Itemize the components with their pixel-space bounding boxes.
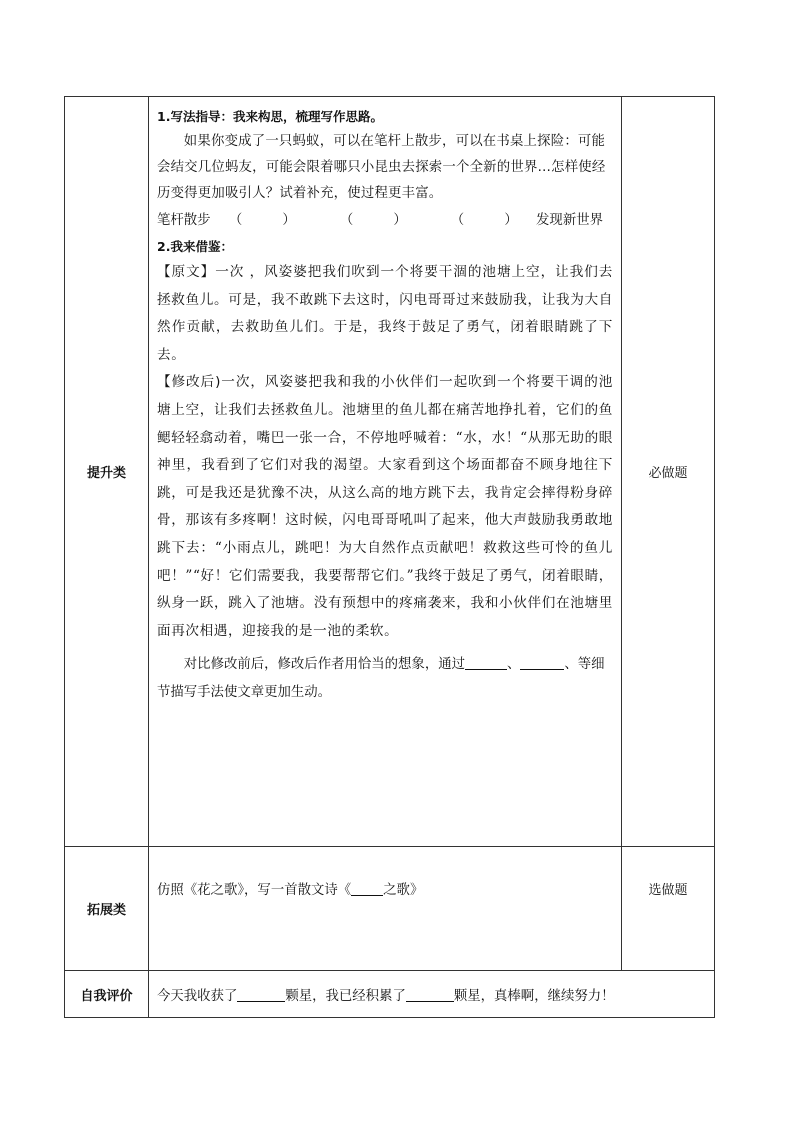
revised-text: 一次，风姿婆把我和我的小伙伴们一起吹到一个将要干调的池塘上空，让我们去拯救鱼儿。池塘里的鱼儿都在痛苦地挣扎着，它们的鱼鳃轻轻翕动着，嘴巴一张一合，不停地呼喊着：“水，水！“从那无助的眼神里，我看到了它们对我的渴望。大家看到这个场面都奋不顾身地往下跳，可是我还是犹豫不决，从这么高的地方跳下去，我肯定会摔得粉身碎骨，那该有多疼啊！这时候，闪电哥哥吼叫了起来，他大声鼓励我勇敢地跳下去：“小雨点儿，跳吧！为大自然作点贡献吧！救救这些可怜的鱼儿吧！”“好！它们需要我，我要帮帮它们。”我终于鼓足了勇气，闭着眼睛，纵身一跃，跳入了池塘。没有预想中的疼痛袭来，我和小伙伴们在池塘里面再次相遇，迎接我的是一池的柔软。 <box>157 374 613 639</box>
stars-today-blank[interactable] <box>237 987 285 1002</box>
revised-tag: 【修改后) <box>157 374 221 391</box>
flow-box-2[interactable]: （ ） <box>339 213 407 228</box>
row-improvement <box>65 97 715 847</box>
stars-total-blank[interactable] <box>406 987 454 1002</box>
extension-content <box>149 847 622 971</box>
assignment-table <box>64 96 715 1018</box>
type-required: 必做题 <box>622 97 715 847</box>
section1-paragraph: 如果你变成了一只蚂蚁，可以在笔杆上散步，可以在书桌上探险：可能会结交几位蚂友，可能会限着哪只小昆虫去探索一个全新的世界…怎样使经历变得更加吸引人？试着补充，使过程更丰富。 <box>157 134 606 201</box>
flow-start: 笔杆散步 <box>157 213 211 228</box>
poem-title-blank[interactable] <box>351 881 383 896</box>
story-flow <box>157 207 613 235</box>
original-passage <box>157 259 613 369</box>
category-self-evaluation: 自我评价 <box>65 971 149 1018</box>
type-optional <box>622 847 715 971</box>
summary-text-1: 对比修改前后，修改后作者用恰当的想象，通过 <box>183 657 465 673</box>
extension-text-1: 仿照《花之歌》，写一首散文诗《 <box>157 882 352 898</box>
improvement-content <box>149 97 622 847</box>
summary-separator-2: 、 <box>564 657 578 673</box>
flow-box-1[interactable]: （ ） <box>228 213 296 228</box>
summary-question <box>157 651 613 707</box>
section1-heading: 1.写法指导：我来构思，梳理写作思路。 <box>157 109 383 124</box>
answer-blank-1[interactable] <box>465 655 507 670</box>
summary-separator-1: 、 <box>507 657 521 673</box>
eval-text-1: 今天我收获了 <box>157 988 238 1004</box>
extension-prompt <box>157 879 613 898</box>
category-improvement: 提升类 <box>65 97 149 847</box>
eval-text-3: 颗星，真棒啊，继续努力！ <box>453 988 615 1004</box>
flow-end: 发现新世界 <box>536 213 603 228</box>
revised-passage <box>157 369 613 645</box>
flow-boxes <box>229 207 518 235</box>
section2-heading: 2.我来借鉴： <box>157 239 233 254</box>
extension-text-2: 之歌》 <box>383 882 424 898</box>
original-text: 一次 ，风姿婆把我们吹到一个将要干涸的池塘上空，让我们去拯救鱼儿。可是，我不敢跳下去这时，闪电哥哥过来鼓励我，让我为大自然作贡献，去救助鱼儿们。于是，我终于鼓足了勇气，闭着眼睛跳了下去。 <box>157 264 613 363</box>
original-tag: 【原文】 <box>157 264 216 280</box>
summary-text-2: 等细节描写手法使文章更加生动。 <box>157 657 605 701</box>
self-evaluation-content <box>149 971 715 1018</box>
row-extension <box>65 847 715 971</box>
flow-box-3[interactable]: （ ） <box>450 213 518 228</box>
type-optional-label: 选做题 <box>648 882 688 898</box>
worksheet <box>64 96 714 1019</box>
category-extension: 拓展类 <box>65 847 149 971</box>
answer-blank-2[interactable] <box>520 655 564 670</box>
row-self-evaluation <box>65 971 715 1018</box>
eval-text-2: 颗星，我已经积累了 <box>285 988 406 1004</box>
